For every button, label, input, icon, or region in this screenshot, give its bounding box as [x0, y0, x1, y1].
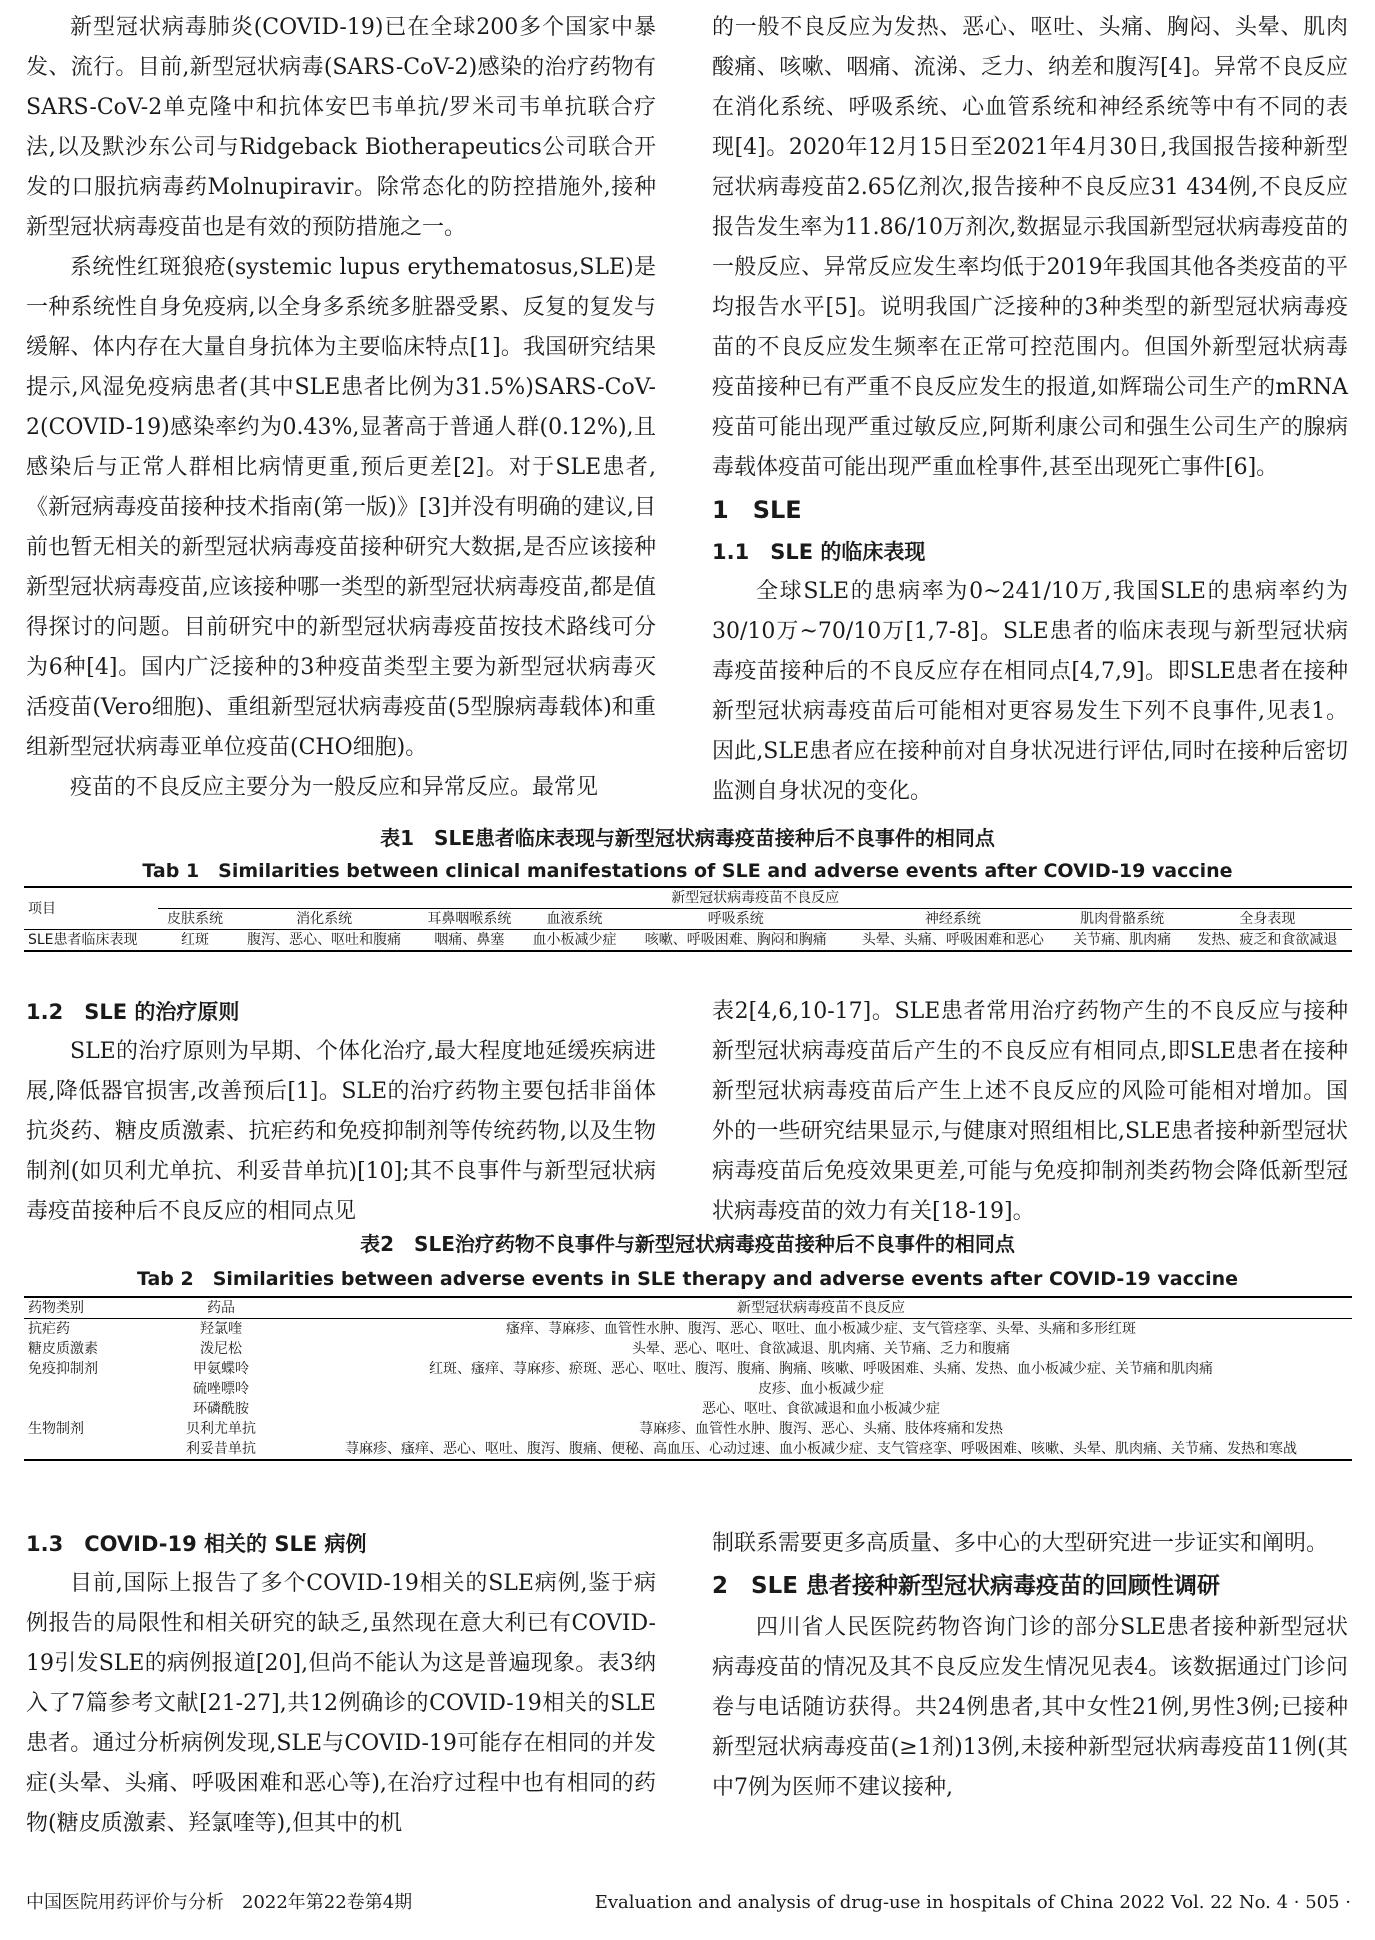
table2-cell: 荨麻疹、瘙痒、恶心、呕吐、腹泻、腹痛、便秘、高血压、心动过速、血小板减少症、支气管痉挛、呼吸困难、咳嗽、头晕、肌肉痛、关节痛、发热和寒战: [345, 1441, 1297, 1457]
subsection-heading: 1.3 COVID-19 相关的 SLE 病例: [26, 1532, 367, 1556]
table1-row-label: SLE患者临床表现: [28, 932, 138, 948]
table2-cell: 利妥昔单抗: [186, 1441, 256, 1457]
paragraph: 制联系需要更多高质量、多中心的大型研究进一步证实和阐明。: [712, 1531, 1329, 1556]
table1-cell: 咽痛、鼻塞: [434, 932, 505, 948]
table1-cell: 发热、疲乏和食欲减退: [1197, 932, 1338, 948]
table1-caption-cn: 表1 SLE患者临床表现与新型冠状病毒疫苗接种后不良事件的相同点: [380, 826, 995, 850]
table1-cell: 血小板减少症: [532, 932, 617, 948]
table2-cell: 羟氯喹: [200, 1321, 242, 1337]
table1-cell: 头晕、头痛、呼吸困难和恶心: [861, 932, 1044, 948]
table2: [24, 1296, 1352, 1461]
section-heading: 1 SLE: [712, 496, 802, 524]
table1-cell: 红斑: [180, 932, 209, 948]
table2-cell: 红斑、瘙痒、荨麻疹、瘀斑、恶心、呕吐、腹泻、腹痛、胸痛、咳嗽、呼吸困难、头痛、发热、血小板减少症、关节痛和肌肉痛: [429, 1361, 1213, 1377]
table2-caption-cn: 表2 SLE治疗药物不良事件与新型冠状病毒疫苗接种后不良事件的相同点: [360, 1232, 1015, 1256]
table1-col-header: 血液系统: [546, 911, 603, 927]
paragraph: 全球SLE的患病率为0~241/10万,我国SLE的患病率约为30/10万~70/10万[1,7-8]。SLE患者的临床表现与新型冠状病毒疫苗接种后的不良反应存在相同点[4,7,9]。即SLE患者在接种新型冠状病毒疫苗后可能相对更容易发生下列不良事件,见表1。因此,SLE患者应在接种前对自身状况进行评估,同时在接种后密切监测自身状况的变化。: [712, 579, 1348, 804]
left-column-middle: [26, 992, 656, 1232]
paragraph: 表2[4,6,10-17]。SLE患者常用治疗药物产生的不良反应与接种新型冠状病毒疫苗后产生的不良反应有相同点,即SLE患者在接种新型冠状病毒疫苗后产生上述不良反应的风险可能相对增加。国外的一些研究结果显示,与健康对照组相比,SLE患者接种新型冠状病毒疫苗后免疫效果更差,可能与免疫抑制剂类药物会降低新型冠状病毒疫苗的效力有关[18-19]。: [712, 999, 1348, 1224]
table2-cell: [24, 1439, 152, 1460]
table2-cell: 抗疟药: [28, 1321, 70, 1337]
table1-group-header: 新型冠状病毒疫苗不良反应: [158, 887, 1352, 909]
table2-cell: 贝利尤单抗: [186, 1421, 256, 1437]
footer-journal-en: Evaluation and analysis of drug-use in hospitals of China 2022 Vol. 22 No. 4 · 505 ·: [594, 1892, 1351, 1913]
section-heading: 2 SLE 患者接种新型冠状病毒疫苗的回顾性调研: [712, 1573, 1220, 1599]
table1-col-header: 全身表现: [1239, 911, 1296, 927]
footer-journal-cn: 中国医院用药评价与分析 2022年第22卷第4期: [26, 1892, 413, 1913]
left-column-top: [26, 8, 656, 808]
paragraph: 新型冠状病毒肺炎(COVID-19)已在全球200多个国家中暴发、流行。目前,新型冠状病毒(SARS-CoV-2)感染的治疗药物有SARS-CoV-2单克隆中和抗体安巴韦单抗/罗米司韦单抗联合疗法,以及默沙东公司与Ridgeback Biotherapeutics公司联合开发的口服抗病毒药Molnupiravir。除常态化的防控措施外,接种新型冠状病毒疫苗也是有效的预防措施之一。: [26, 15, 656, 240]
table2-cell: 生物制剂: [28, 1421, 84, 1437]
table1-corner: 项目: [28, 900, 56, 917]
table2-col-header: 药物类别: [28, 1300, 84, 1316]
paragraph: 系统性红斑狼疮(systemic lupus erythematosus,SLE)是一种系统性自身免疫病,以全身多系统多脏器受累、反复的复发与缓解、体内存在大量自身抗体为主要临床特点[1]。我国研究结果提示,风湿免疫病患者(其中SLE患者比例为31.5%)SARS-CoV-2(COVID-19)感染率约为0.43%,显著高于普通人群(0.12%),且感染后与正常人群相比病情更重,预后更差[2]。对于SLE患者,《新冠病毒疫苗接种技术指南(第一版)》[3]并没有明确的建议,目前也暂无相关的新型冠状病毒疫苗接种研究大数据,是否应该接种新型冠状病毒疫苗,应该接种哪一类型的新型冠状病毒疫苗,都是值得探讨的问题。目前研究中的新型冠状病毒疫苗按技术路线可分为6种[4]。国内广泛接种的3种疫苗类型主要为新型冠状病毒灭活疫苗(Vero细胞)、重组新型冠状病毒疫苗(5型腺病毒载体)和重组新型冠状病毒亚单位疫苗(CHO细胞)。: [26, 255, 656, 760]
table2-cell: 头晕、恶心、呕吐、食欲减退、肌肉痛、关节痛、乏力和腹痛: [632, 1341, 1010, 1357]
table1: [24, 886, 1352, 952]
right-column-top: [712, 8, 1348, 812]
table1-col-header: 消化系统: [296, 911, 353, 927]
paragraph: SLE的治疗原则为早期、个体化治疗,最大程度地延缓疾病进展,降低器官损害,改善预后[1]。SLE的治疗药物主要包括非甾体抗炎药、糖皮质激素、抗疟药和免疫抑制剂等传统药物,以及生物制剂(如贝利尤单抗、利妥昔单抗)[10];其不良事件与新型冠状病毒疫苗接种后不良反应的相同点见: [26, 1039, 656, 1224]
table2-col-header: 药品: [207, 1300, 235, 1316]
table1-cell: 关节痛、肌肉痛: [1073, 932, 1172, 948]
right-column-bottom: [712, 1524, 1348, 1808]
table1-col-header: 神经系统: [924, 911, 981, 927]
table2-cell: 泼尼松: [200, 1341, 242, 1357]
table2-cell: 皮疹、血小板减少症: [758, 1381, 884, 1397]
subsection-heading: 1.1 SLE 的临床表现: [712, 540, 926, 564]
table2-cell: 甲氨蝶呤: [193, 1361, 249, 1377]
table2-caption-en: Tab 2 Similarities between adverse events in SLE therapy and adverse events after COVID-19 vaccine: [136, 1268, 1239, 1290]
table1-col-header: 耳鼻咽喉系统: [427, 911, 512, 927]
paragraph: 疫苗的不良反应主要分为一般反应和异常反应。最常见: [70, 775, 599, 800]
table2-cell: 荨麻疹、血管性水肿、腹泻、恶心、头痛、肢体疼痛和发热: [639, 1421, 1003, 1437]
table2-cell: 免疫抑制剂: [28, 1361, 98, 1377]
paragraph: 的一般不良反应为发热、恶心、呕吐、头痛、胸闷、头晕、肌肉酸痛、咳嗽、咽痛、流涕、乏力、纳差和腹泻[4]。异常不良反应在消化系统、呼吸系统、心血管系统和神经系统等中有不同的表现[4]。2020年12月15日至2021年4月30日,我国报告接种新型冠状病毒疫苗2.65亿剂次,报告接种不良反应31 434例,不良反应报告发生率为11.86/10万剂次,数据显示我国新型冠状病毒疫苗的一般反应、异常反应发生率均低于2019年我国其他各类疫苗的平均报告水平[5]。说明我国广泛接种的3种类型的新型冠状病毒疫苗的不良反应发生频率在正常可控范围内。但国外新型冠状病毒疫苗接种已有严重不良反应发生的报道,如辉瑞公司生产的mRNA疫苗可能出现严重过敏反应,阿斯利康公司和强生公司生产的腺病毒载体疫苗可能出现严重血栓事件,甚至出现死亡事件[6]。: [712, 15, 1348, 480]
table2-col-header: 新型冠状病毒疫苗不良反应: [737, 1300, 905, 1316]
left-column-bottom: [26, 1524, 656, 1844]
table1-cell: 咳嗽、呼吸困难、胸闷和胸痛: [644, 932, 827, 948]
table2-cell: 硫唑嘌呤: [193, 1381, 249, 1397]
table2-cell: 恶心、呕吐、食欲减退和血小板减少症: [702, 1401, 940, 1417]
table1-cell: 腹泻、恶心、呕吐和腹痛: [247, 932, 402, 948]
table1-col-header: 皮肤系统: [166, 911, 223, 927]
table1-col-header: 肌肉骨骼系统: [1080, 911, 1165, 927]
table1-caption-en: Tab 1 Similarities between clinical manifestations of SLE and adverse events after COVID-19 vaccine: [142, 860, 1233, 882]
table2-cell: [24, 1379, 152, 1399]
table2-cell: 糖皮质激素: [28, 1341, 98, 1357]
paragraph: 四川省人民医院药物咨询门诊的部分SLE患者接种新型冠状病毒疫苗的情况及其不良反应发生情况见表4。该数据通过门诊问卷与电话随访获得。共24例患者,其中女性21例,男性3例;已接种新型冠状病毒疫苗(≥1剂)13例,未接种新型冠状病毒疫苗11例(其中7例为医师不建议接种,: [712, 1615, 1348, 1800]
right-column-middle: [712, 992, 1348, 1232]
table1-col-header: 呼吸系统: [707, 911, 764, 927]
table2-cell: 环磷酰胺: [193, 1401, 249, 1417]
paragraph: 目前,国际上报告了多个COVID-19相关的SLE病例,鉴于病例报告的局限性和相关研究的缺乏,虽然现在意大利已有COVID-19引发SLE的病例报道[20],但尚不能认为这是普遍现象。表3纳入了7篇参考文献[21-27],共12例确诊的COVID-19相关的SLE患者。通过分析病例发现,SLE与COVID-19可能存在相同的并发症(头晕、头痛、呼吸困难和恶心等),在治疗过程中也有相同的药物(糖皮质激素、羟氯喹等),但其中的机: [26, 1571, 656, 1836]
table2-cell: [24, 1399, 152, 1419]
table2-cell: 瘙痒、荨麻疹、血管性水肿、腹泻、恶心、呕吐、血小板减少症、支气管痉挛、头晕、头痛和多形红斑: [506, 1321, 1136, 1337]
subsection-heading: 1.2 SLE 的治疗原则: [26, 1000, 240, 1024]
